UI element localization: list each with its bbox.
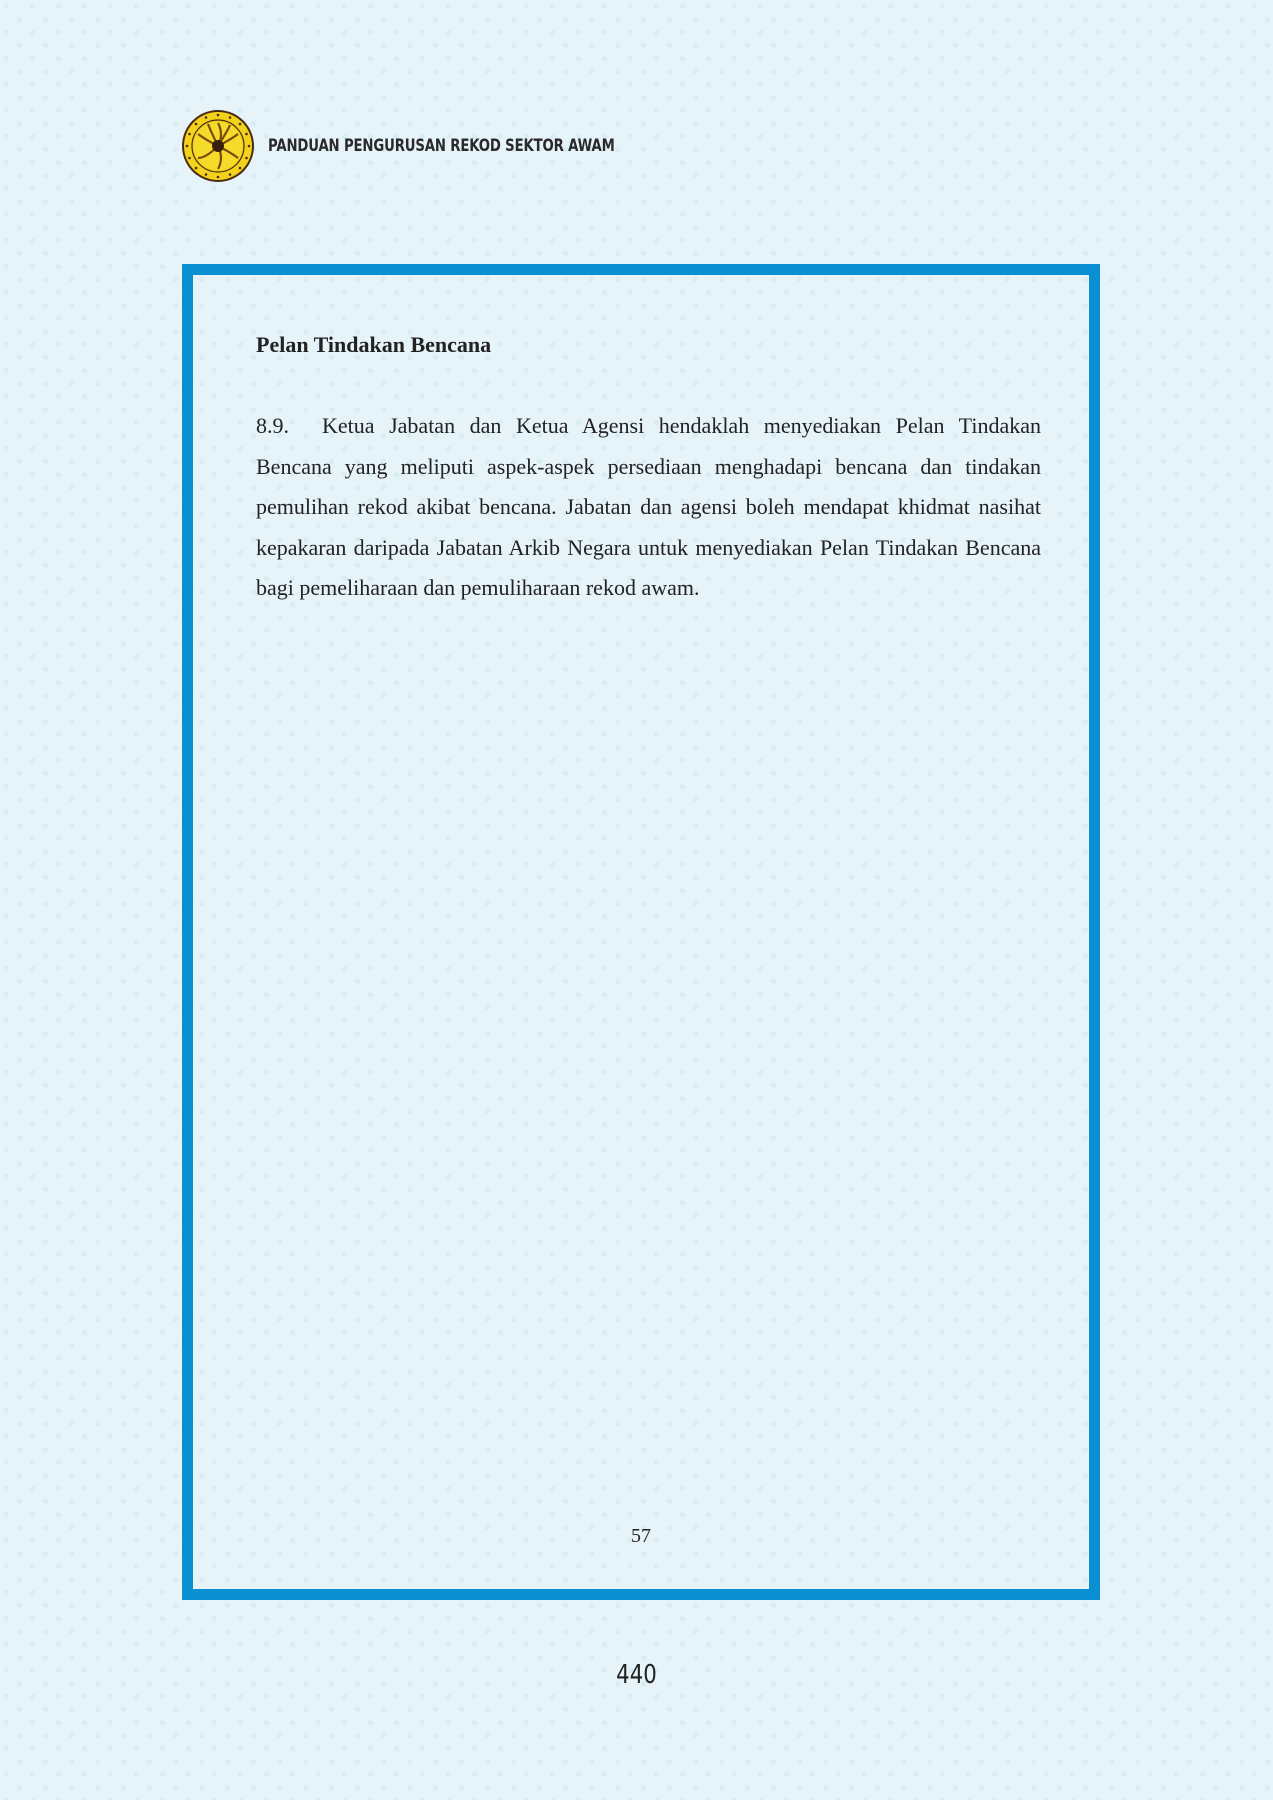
paragraph-8-9: [256, 406, 1041, 609]
page-number: 440: [616, 1660, 657, 1690]
page-header: [180, 108, 712, 184]
inner-page-number: 57: [631, 1525, 651, 1547]
archives-emblem-icon: [180, 108, 256, 184]
document-title: PANDUAN PENGURUSAN REKOD SEKTOR AWAM: [268, 136, 615, 156]
content-frame: [182, 264, 1100, 1600]
paragraph-number: 8.9.: [256, 413, 289, 438]
section-heading: Pelan Tindakan Bencana: [256, 332, 492, 357]
paragraph-text: Ketua Jabatan dan Ketua Agensi hendaklah menyediakan Pelan Tindakan Bencana yang meliputi aspek-aspek persediaan menghadapi bencana dan tindakan pemulihan rekod akibat bencana. Jabatan dan agensi boleh mendapat khidmat nasihat kepakaran daripada Jabatan Arkib Negara untuk menyediakan Pelan Tindakan Bencana bagi pemeliharaan dan pemuliharaan rekod awam.: [256, 413, 1041, 600]
